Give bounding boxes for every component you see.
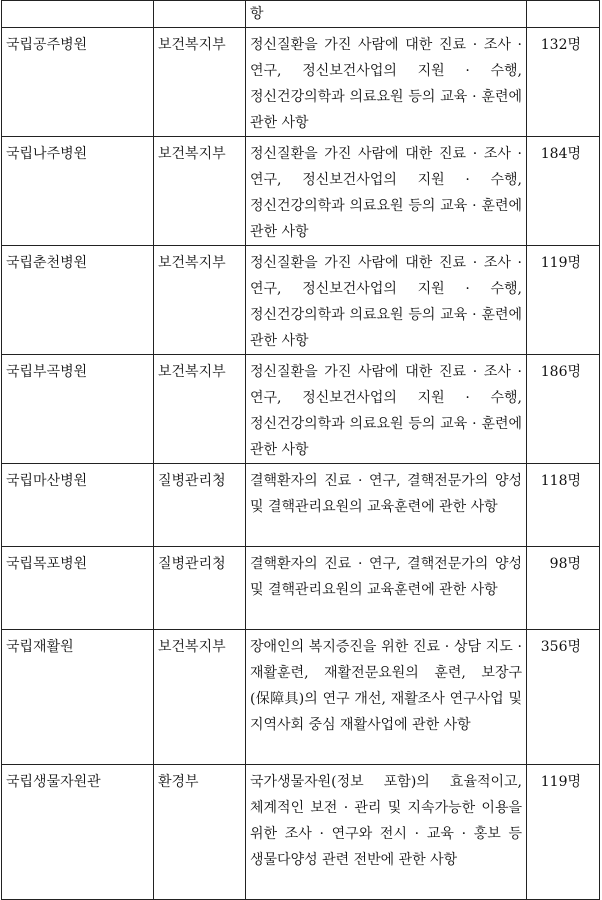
cell-ministry: 질병관리청 <box>154 464 246 547</box>
cell-count: 356명 <box>527 630 600 765</box>
cell-count: 119명 <box>527 765 600 900</box>
cell-count: 186명 <box>527 355 600 464</box>
table-row <box>2 630 600 765</box>
cell-ministry: 보건복지부 <box>154 137 246 246</box>
cell-count: 184명 <box>527 137 600 246</box>
cell-name: 국립목포병원 <box>2 547 154 630</box>
cell-ministry: 환경부 <box>154 765 246 900</box>
cell-count: 98명 <box>527 547 600 630</box>
cell-duty: 결핵환자의 진료 · 연구, 결핵전문가의 양성 및 결핵관리요원의 교육훈련에 관한 사항 <box>246 464 527 547</box>
cell-count <box>527 1 600 28</box>
cell-duty: 국가생물자원(정보 포함)의 효율적이고, 체계적인 보전 · 관리 및 지속가능한 이용을 위한 조사 · 연구와 전시 · 교육 · 홍보 등 생물다양성 관련 전반에 관한 사항 <box>246 765 527 900</box>
table-row <box>2 464 600 547</box>
cell-ministry: 보건복지부 <box>154 28 246 137</box>
organization-table <box>1 0 600 900</box>
cell-ministry: 질병관리청 <box>154 547 246 630</box>
cell-name: 국립마산병원 <box>2 464 154 547</box>
cell-duty: 정신질환을 가진 사람에 대한 진료 · 조사 · 연구, 정신보건사업의 지원 · 수행, 정신건강의학과 의료요원 등의 교육 · 훈련에 관한 사항 <box>246 28 527 137</box>
table-row <box>2 137 600 246</box>
cell-name: 국립나주병원 <box>2 137 154 246</box>
cell-duty: 장애인의 복지증진을 위한 진료 · 상담 지도 · 재활훈련, 재활전문요원의 훈련, 보장구(保障具)의 연구 개선, 재활조사 연구사업 및 지역사회 중심 재활사업에 관한 사항 <box>246 630 527 765</box>
cell-name <box>2 1 154 28</box>
table-row-continuation <box>2 1 600 28</box>
cell-name: 국립춘천병원 <box>2 246 154 355</box>
cell-count: 132명 <box>527 28 600 137</box>
table-row <box>2 28 600 137</box>
cell-name: 국립생물자원관 <box>2 765 154 900</box>
table-row <box>2 246 600 355</box>
cell-ministry: 보건복지부 <box>154 246 246 355</box>
cell-name: 국립공주병원 <box>2 28 154 137</box>
table-row <box>2 765 600 900</box>
cell-ministry: 보건복지부 <box>154 355 246 464</box>
cell-duty: 정신질환을 가진 사람에 대한 진료 · 조사 · 연구, 정신보건사업의 지원 · 수행, 정신건강의학과 의료요원 등의 교육 · 훈련에 관한 사항 <box>246 137 527 246</box>
table-row <box>2 355 600 464</box>
cell-duty: 정신질환을 가진 사람에 대한 진료 · 조사 · 연구, 정신보건사업의 지원 · 수행, 정신건강의학과 의료요원 등의 교육 · 훈련에 관한 사항 <box>246 355 527 464</box>
cell-count: 118명 <box>527 464 600 547</box>
cell-name: 국립재활원 <box>2 630 154 765</box>
table-row <box>2 547 600 630</box>
cell-count: 119명 <box>527 246 600 355</box>
cell-name: 국립부곡병원 <box>2 355 154 464</box>
cell-duty: 항 <box>246 1 527 28</box>
cell-duty: 결핵환자의 진료 · 연구, 결핵전문가의 양성 및 결핵관리요원의 교육훈련에 관한 사항 <box>246 547 527 630</box>
cell-duty: 정신질환을 가진 사람에 대한 진료 · 조사 · 연구, 정신보건사업의 지원 · 수행, 정신건강의학과 의료요원 등의 교육 · 훈련에 관한 사항 <box>246 246 527 355</box>
cell-ministry <box>154 1 246 28</box>
cell-ministry: 보건복지부 <box>154 630 246 765</box>
